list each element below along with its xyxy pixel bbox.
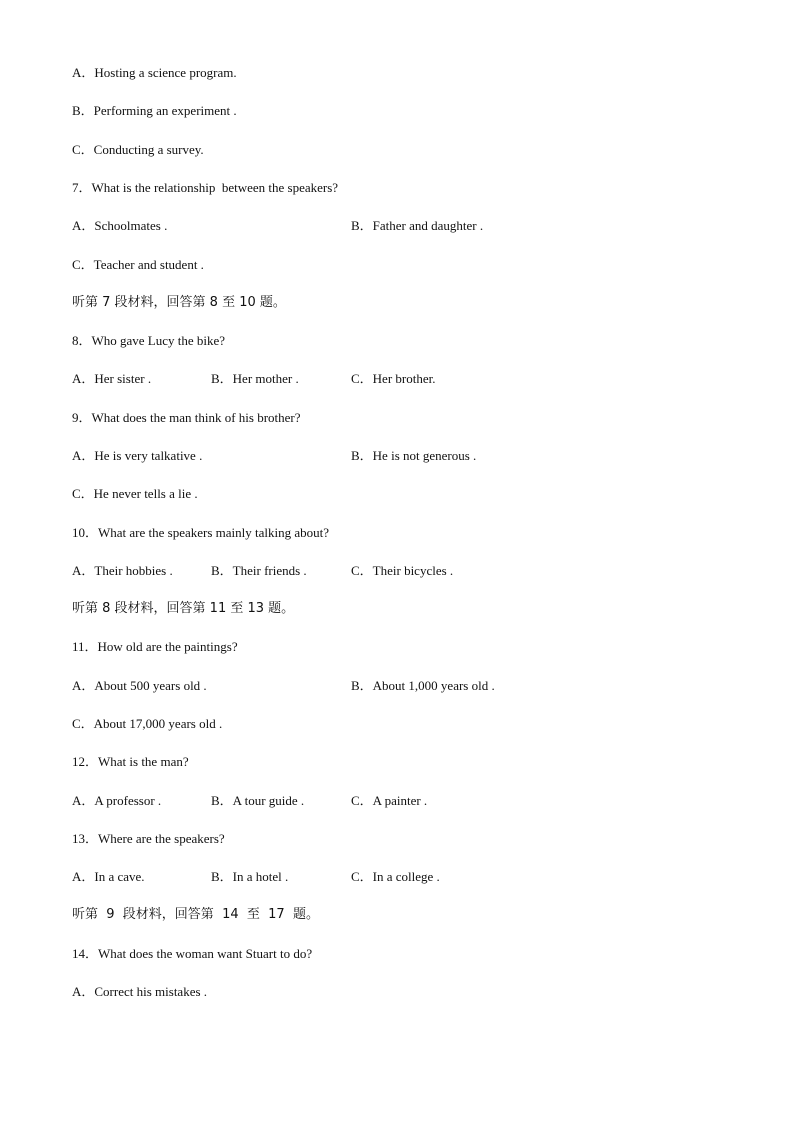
option-c: C．Their bicycles .	[351, 563, 454, 578]
section-heading-9: 听第 9 段材料，回答第 14 至 17 题。	[72, 907, 319, 922]
section-heading-7: 听第 7 段材料，回答第 8 至 10 题。	[72, 295, 286, 310]
option-a: A．Correct his mistakes .	[72, 984, 208, 999]
option-a: A．Their hobbies .	[72, 563, 173, 578]
option-a: A．He is very talkative .	[72, 448, 203, 463]
question-12: 12．What is the man?	[72, 754, 189, 769]
question-14: 14．What does the woman want Stuart to do?	[72, 946, 313, 961]
option-b: B．Her mother .	[211, 371, 299, 386]
option-a: A．Schoolmates .	[72, 218, 168, 233]
option-b: B．Their friends .	[211, 563, 307, 578]
option-b: B．About 1,000 years old .	[351, 678, 495, 693]
question-10: 10．What are the speakers mainly talking about?	[72, 525, 330, 540]
option-c: C．Conducting a survey.	[72, 142, 204, 157]
question-11: 11．How old are the paintings?	[72, 639, 238, 654]
option-b: B．Father and daughter .	[351, 218, 484, 233]
option-b: B．He is not generous .	[351, 448, 477, 463]
question-7: 7．What is the relationship between the speakers?	[72, 180, 339, 195]
option-c: C．He never tells a lie .	[72, 486, 198, 501]
question-9: 9．What does the man think of his brother?	[72, 410, 301, 425]
option-a: A．A professor .	[72, 793, 162, 808]
option-a: A．Hosting a science program.	[72, 65, 237, 80]
option-b: B．Performing an experiment .	[72, 103, 237, 118]
option-c: C．Teacher and student .	[72, 257, 204, 272]
option-b: B．A tour guide .	[211, 793, 305, 808]
option-c: C．About 17,000 years old .	[72, 716, 223, 731]
option-a: A．Her sister .	[72, 371, 152, 386]
option-b: B．In a hotel .	[211, 869, 289, 884]
option-a: A．About 500 years old .	[72, 678, 207, 693]
question-13: 13．Where are the speakers?	[72, 831, 225, 846]
question-8: 8．Who gave Lucy the bike?	[72, 333, 226, 348]
section-heading-8: 听第 8 段材料，回答第 11 至 13 题。	[72, 601, 295, 616]
option-a: A．In a cave.	[72, 869, 145, 884]
option-c: C．A painter .	[351, 793, 428, 808]
option-c: C．Her brother.	[351, 371, 436, 386]
option-c: C．In a college .	[351, 869, 440, 884]
